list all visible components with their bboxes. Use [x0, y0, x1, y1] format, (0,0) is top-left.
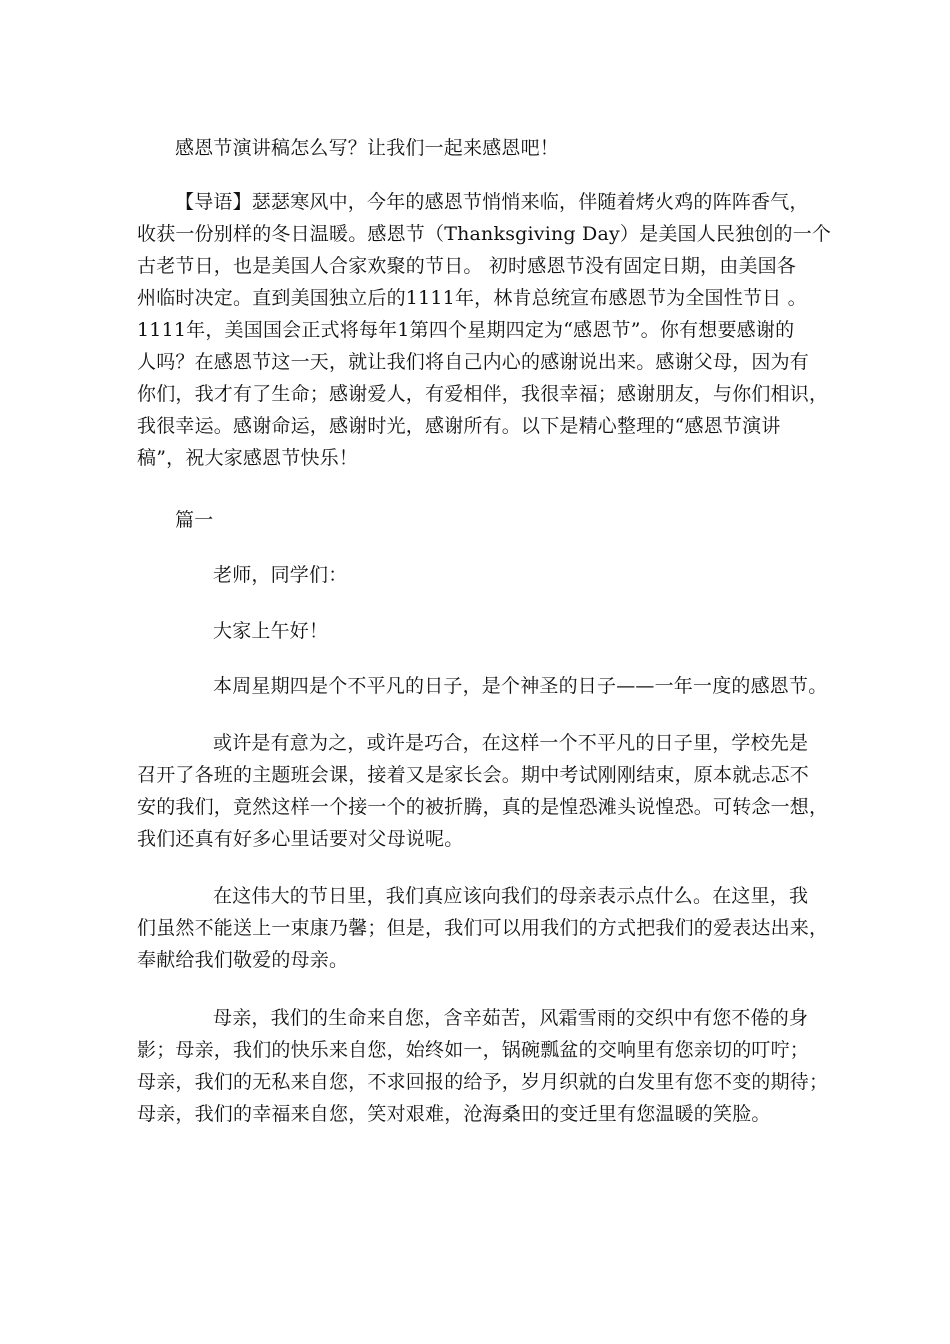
intro-line: 人吗？在感恩节这一天，就让我们将自己内心的感谢说出来。感谢父母，因为有	[137, 351, 810, 373]
paragraph-2-line: 或许是有意为之，或许是巧合，在这样一个不平凡的日子里，学校先是	[213, 732, 809, 754]
paragraph-3-line: 奉献给我们敬爱的母亲。	[137, 949, 349, 971]
intro-line: 我很幸运。感谢命运，感谢时光，感谢所有。以下是精心整理的“感恩节演讲	[137, 415, 781, 437]
paragraph-4-line: 母亲，我们的无私来自您，不求回报的给予，岁月织就的白发里有您不变的期待；	[137, 1071, 829, 1093]
document-title: 感恩节演讲稿怎么写？让我们一起来感恩吧！	[175, 137, 560, 159]
salutation: 老师，同学们：	[213, 564, 348, 586]
paragraph-1: 本周星期四是个不平凡的日子，是个神圣的日子——一年一度的感恩节。	[213, 675, 828, 697]
intro-line: 稿”，祝大家感恩节快乐！	[137, 447, 359, 469]
greeting: 大家上午好！	[213, 620, 329, 642]
intro-line: 州临时决定。直到美国独立后的1111年，林肯总统宣布感恩节为全国性节日 。	[137, 287, 807, 309]
paragraph-2-line: 召开了各班的主题班会课，接着又是家长会。期中考试刚刚结束，原本就忐忑不	[137, 764, 810, 786]
intro-line: 古老节日，也是美国人合家欢聚的节日。 初时感恩节没有固定日期，由美国各	[137, 255, 797, 277]
paragraph-3-line: 在这伟大的节日里，我们真应该向我们的母亲表示点什么。在这里，我	[213, 885, 809, 907]
intro-line: 【导语】瑟瑟寒风中，今年的感恩节悄悄来临，伴随着烤火鸡的阵阵香气，	[175, 191, 809, 213]
paragraph-4-line: 母亲，我们的幸福来自您，笑对艰难，沧海桑田的变迁里有您温暖的笑脸。	[137, 1103, 771, 1125]
section-label: 篇一	[175, 509, 214, 531]
paragraph-2-line: 我们还真有好多心里话要对父母说呢。	[137, 828, 464, 850]
paragraph-2-line: 安的我们，竟然这样一个接一个的被折腾，真的是惶恐滩头说惶恐。可转念一想，	[137, 796, 829, 818]
paragraph-4-line: 母亲，我们的生命来自您，含辛茹苦，风霜雪雨的交织中有您不倦的身	[213, 1007, 809, 1029]
paragraph-4-line: 影；母亲，我们的快乐来自您，始终如一，锅碗瓢盆的交响里有您亲切的叮咛；	[137, 1039, 810, 1061]
paragraph-3-line: 们虽然不能送上一束康乃馨；但是，我们可以用我们的方式把我们的爱表达出来，	[137, 917, 829, 939]
intro-line: 你们，我才有了生命；感谢爱人，有爱相伴，我很幸福；感谢朋友，与你们相识，	[137, 383, 829, 405]
intro-line: 1111年，美国国会正式将每年1第四个星期四定为“感恩节”。你有想要感谢的	[137, 319, 795, 341]
intro-line: 收获一份别样的冬日温暖。感恩节（Thanksgiving Day）是美国人民独创的一个	[137, 223, 832, 245]
